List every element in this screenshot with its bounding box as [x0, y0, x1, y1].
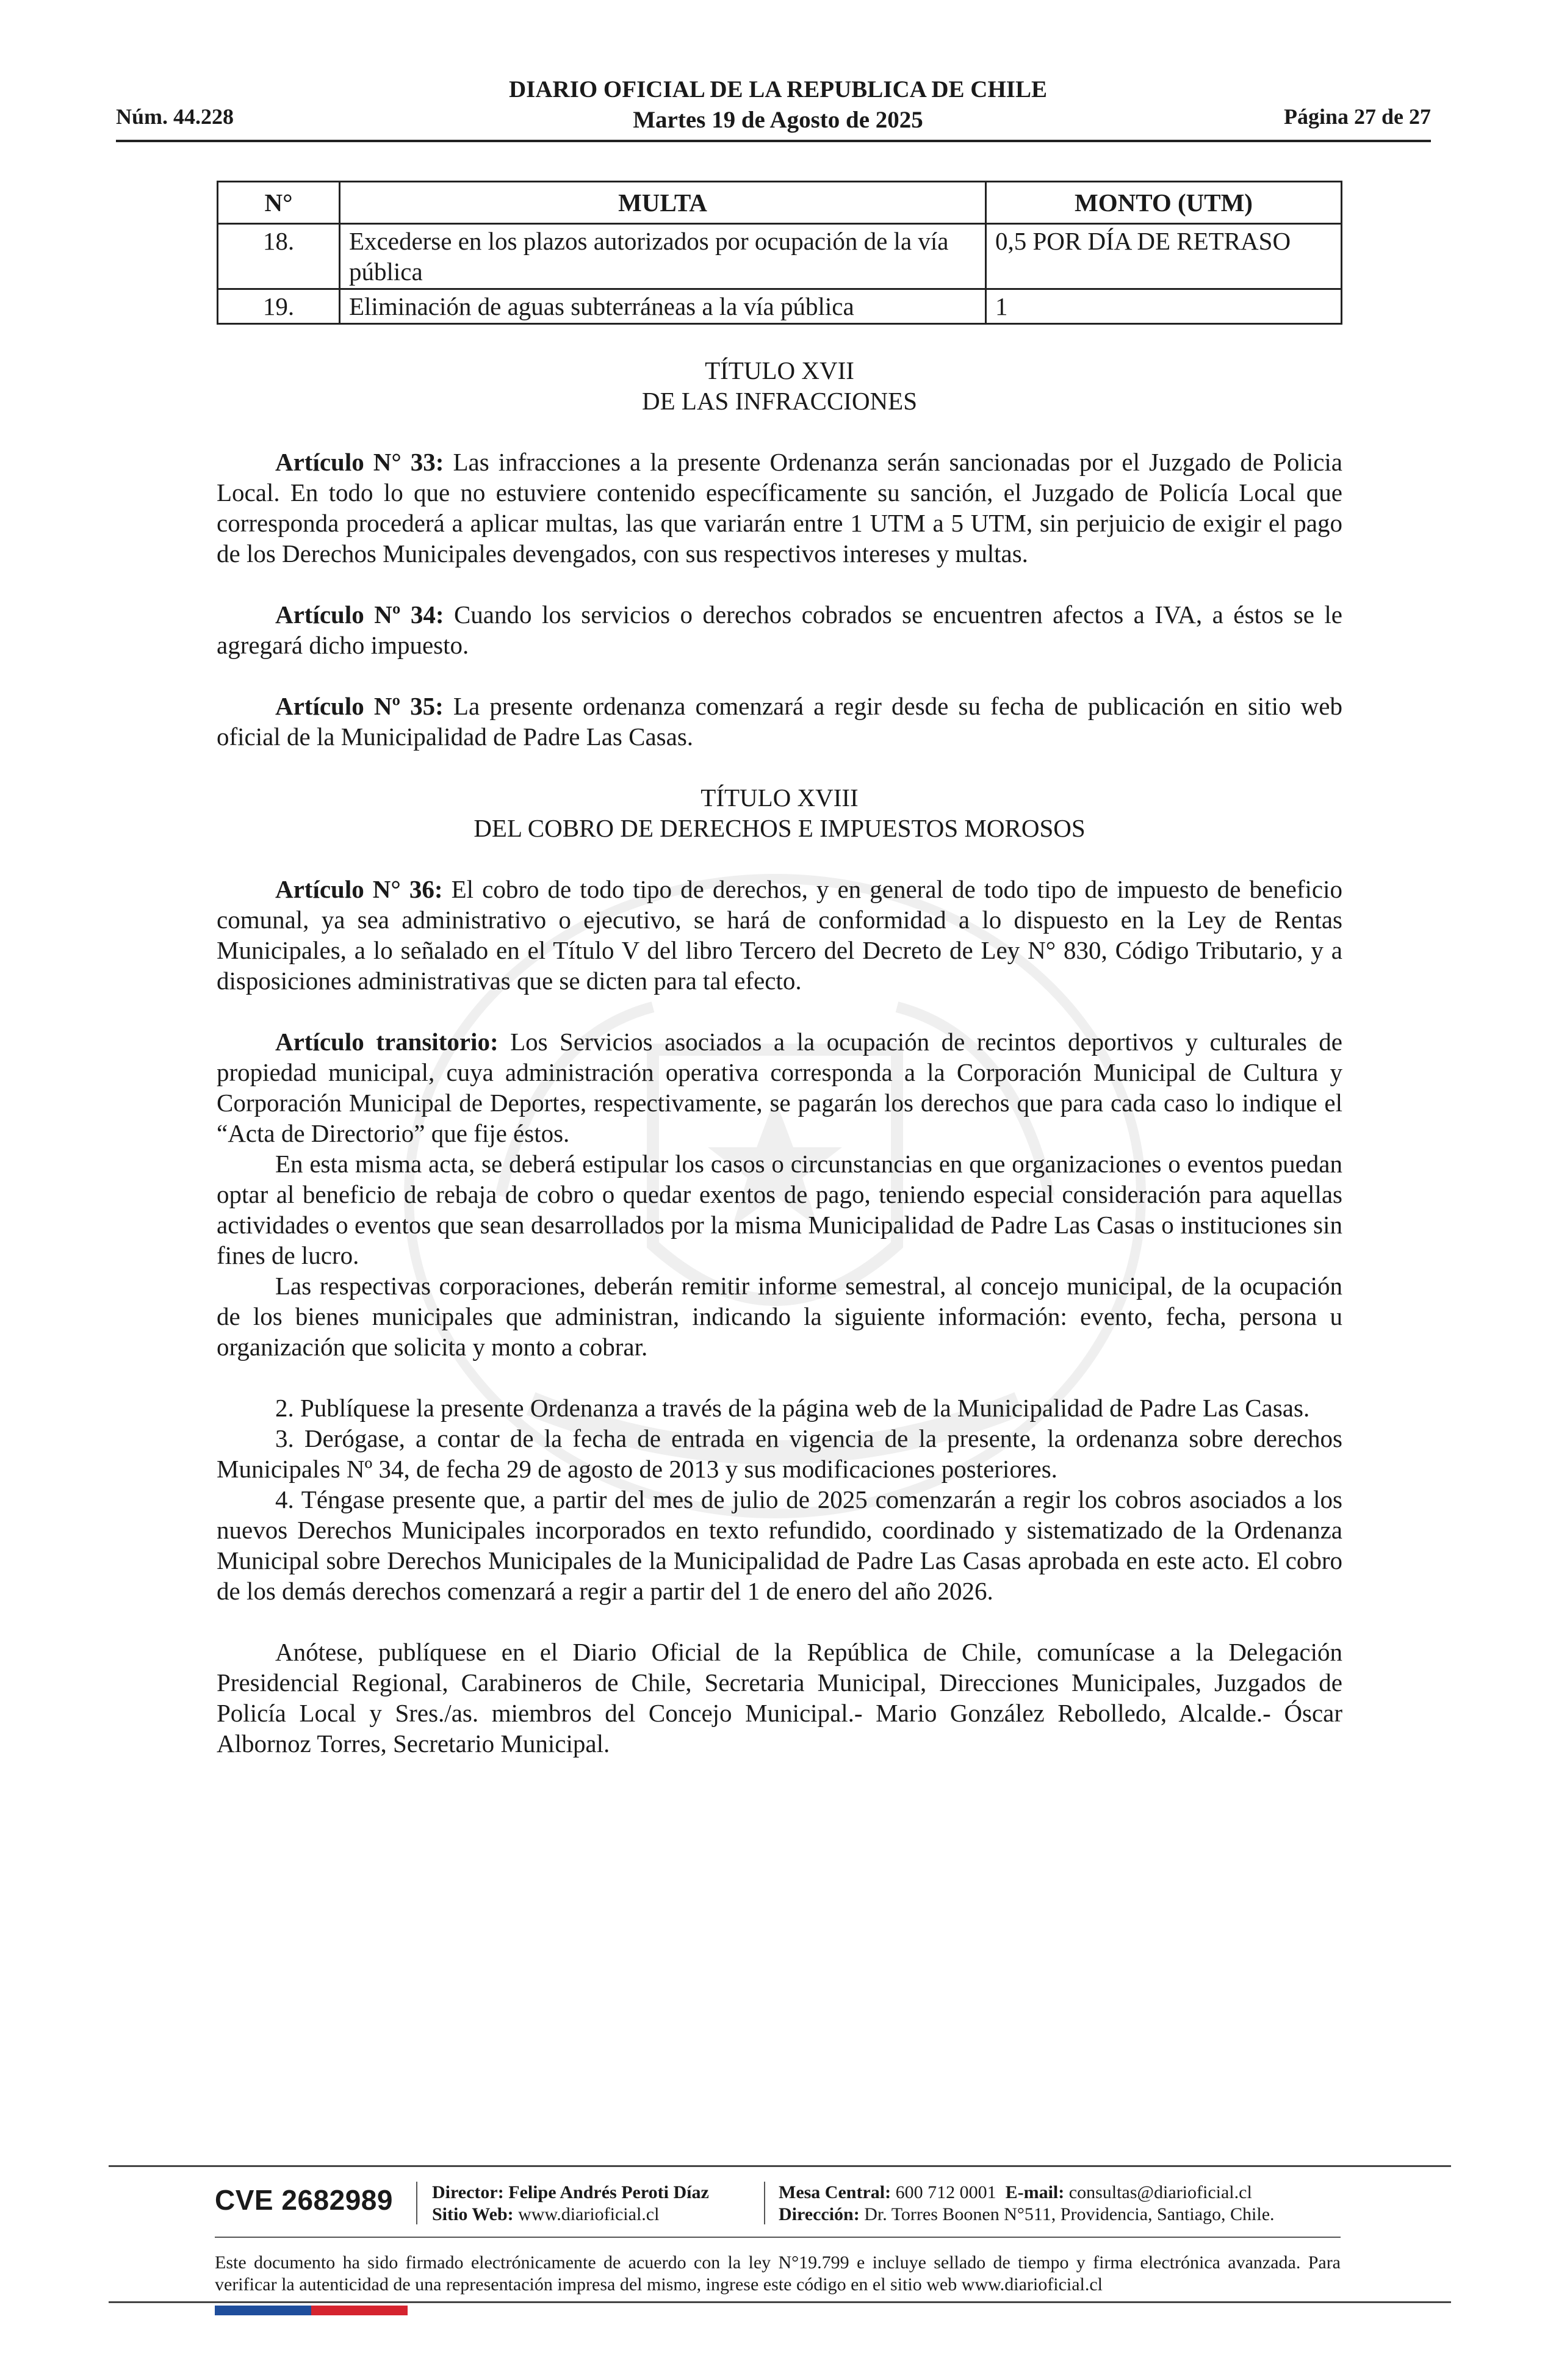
row-multa: Eliminación de aguas subterráneas a la vía pública: [340, 289, 986, 324]
email-link[interactable]: consultas@diarioficial.cl: [1064, 2182, 1252, 2202]
publication-name: DIARIO OFICIAL DE LA REPUBLICA DE CHILE: [508, 76, 1047, 103]
numbered-paragraph: 3. Derógase, a contar de la fecha de entrada en vigencia de la presente, la ordenanza sobre derechos Municipales Nº 34, de fecha 29 de agosto de 2013 y sus modificaciones posteriores.: [217, 1424, 1342, 1483]
document-body: [217, 355, 1342, 1759]
article-transitorio: [217, 1026, 1342, 1149]
table-header-row: [218, 182, 1342, 224]
footer-separator: [764, 2182, 765, 2224]
footer-bottom-rule: [109, 2301, 1451, 2303]
signature-note: Este documento ha sido firmado electrónicamente de acuerdo con la ley N°19.799 e incluye sellado de tiempo y firma electrónica avanzada. Para verificar la autenticidad de una representación impresa del mismo, ingrese este código en el sitio web www.diarioficial.cl: [215, 2252, 1341, 2295]
row-monto: 1: [986, 289, 1342, 324]
article-text: Las infracciones a la presente Ordenanza serán sancionadas por el Juzgado de Policia Local. En todo lo que no estuviere contenido específicamente su sanción, el Juzgado de Policía Local que corresponda procederá a aplicar multas, las que variarán entre 1 UTM a 5 UTM, sin perjuicio de exigir el pago de los Derechos Municipales devengados, con sus respectivos intereses y multas.: [217, 448, 1342, 568]
article-text: La presente ordenanza comenzará a regir desde su fecha de publicación en sitio web oficial de la Municipalidad de Padre Las Casas.: [217, 692, 1342, 751]
numbered-paragraph: 4. Téngase presente que, a partir del mes de julio de 2025 comenzarán a regir los cobros asociados a los nuevos Derechos Municipales incorporados en texto refundido, coordinado y sistematizado de la Ordenanza Municipal sobre Derechos Municipales de la Municipalidad de Padre Las Casas aprobada en este acto. El cobro de los demás derechos comenzará a regir a partir del 1 de enero del año 2026.: [217, 1485, 1342, 1605]
closing-paragraph: Anótese, publíquese en el Diario Oficial de la República de Chile, comunícase a la Delegación Presidencial Regional, Carabineros de Chile, Secretaria Municipal, Direcciones Municipales, Juzgados de Policía Local y Sres./as. miembros del Concejo Municipal.- Mario González Rebolledo, Alcalde.- Óscar Albornoz Torres, Secretario Municipal.: [217, 1638, 1342, 1758]
issue-number: Núm. 44.228: [116, 104, 234, 129]
article-label: Artículo transitorio:: [275, 1028, 499, 1056]
footer-top-rule: [109, 2165, 1451, 2167]
section-title: TÍTULO XVIII: [701, 784, 859, 812]
mesa-label: Mesa Central:: [779, 2182, 891, 2202]
flag-stripe-blue: [215, 2306, 311, 2315]
article-label: Artículo Nº 34:: [275, 600, 444, 629]
column-header-multa: MULTA: [340, 182, 986, 224]
footer-separator: [416, 2182, 417, 2224]
article-text: El cobro de todo tipo de derechos, y en general de todo tipo de impuesto de beneficio comunal, ya sea administrativo o ejecutivo, se hará de conformidad a lo dispuesto en la Ley de Rentas Municipales, a lo señalado en el Título V del libro Tercero del Decreto de Ley N° 830, Código Tributario, y a disposiciones administrativas que se dicten para tal efecto.: [217, 875, 1343, 995]
section-subtitle: DEL COBRO DE DERECHOS E IMPUESTOS MOROSOS: [474, 814, 1086, 842]
article-33: [217, 447, 1342, 569]
row-multa: Excederse en los plazos autorizados por ocupación de la vía pública: [340, 224, 986, 289]
column-header-number: N°: [218, 182, 340, 224]
footer-contact-block: [779, 2182, 1275, 2226]
row-number: 18.: [218, 224, 340, 289]
table-row: [218, 289, 1342, 324]
article-35: [217, 691, 1342, 752]
column-header-monto: MONTO (UTM): [986, 182, 1342, 224]
flag-stripe-red: [311, 2306, 408, 2315]
article-label: Artículo Nº 35:: [275, 692, 444, 720]
publication-date: Martes 19 de Agosto de 2025: [633, 107, 923, 133]
section-subtitle: DE LAS INFRACCIONES: [641, 387, 918, 415]
paragraph: Las respectivas corporaciones, deberán remitir informe semestral, al concejo municipal, de la ocupación de los bienes municipales que administran, indicando la siguiente información: evento, fecha, persona u organización que solicita y monto a cobrar.: [217, 1272, 1342, 1361]
section-title: TÍTULO XVII: [705, 356, 854, 384]
article-34: [217, 599, 1342, 660]
page-number: Página 27 de 27: [1283, 104, 1431, 129]
paragraph: En esta misma acta, se deberá estipular los casos o circunstancias en que organizaciones o eventos puedan optar al beneficio de rebaja de cobro o quedar exentos de pago, teniendo especial consideración para aquellas actividades o eventos que sean desarrollados por la misma Municipalidad de Padre Las Casas o instituciones sin fines de lucro.: [217, 1150, 1342, 1269]
article-label: Artículo N° 33:: [275, 448, 444, 476]
website-link[interactable]: www.diarioficial.cl: [513, 2204, 660, 2224]
article-text: Cuando los servicios o derechos cobrados se encuentren afectos a IVA, a éstos se le agregará dicho impuesto.: [217, 600, 1342, 659]
director-name: Felipe Andrés Peroti Díaz: [503, 2182, 709, 2202]
row-monto: 0,5 POR DÍA DE RETRASO: [986, 224, 1342, 289]
footer-mid-rule: [215, 2237, 1341, 2238]
table-row: [218, 224, 1342, 289]
article-label: Artículo N° 36:: [275, 875, 443, 903]
fines-table: [217, 181, 1342, 325]
cve-code: CVE 2682989: [215, 2184, 393, 2216]
address-text: Dr. Torres Boonen N°511, Providencia, Santiago, Chile.: [859, 2204, 1275, 2224]
numbered-paragraph: 2. Publíquese la presente Ordenanza a través de la página web de la Municipalidad de Padre Las Casas.: [275, 1394, 1310, 1422]
header-rule: [116, 140, 1431, 142]
row-number: 19.: [218, 289, 340, 324]
article-text: Los Servicios asociados a la ocupación de recintos deportivos y culturales de propiedad municipal, cuya administración operativa corresponda a la Corporación Municipal de Cultura y Corporación Municipal de Deportes, respectivamente, se pagarán los derechos que para cada caso lo indique el “Acta de Directorio” que fije éstos.: [217, 1028, 1343, 1147]
email-label: E-mail:: [1005, 2182, 1065, 2202]
article-36: [217, 874, 1342, 996]
director-label: Director:: [432, 2182, 504, 2202]
mesa-phone: 600 712 0001: [891, 2182, 996, 2202]
footer-director-block: [432, 2182, 709, 2226]
address-label: Dirección:: [779, 2204, 860, 2224]
website-label: Sitio Web:: [432, 2204, 514, 2224]
